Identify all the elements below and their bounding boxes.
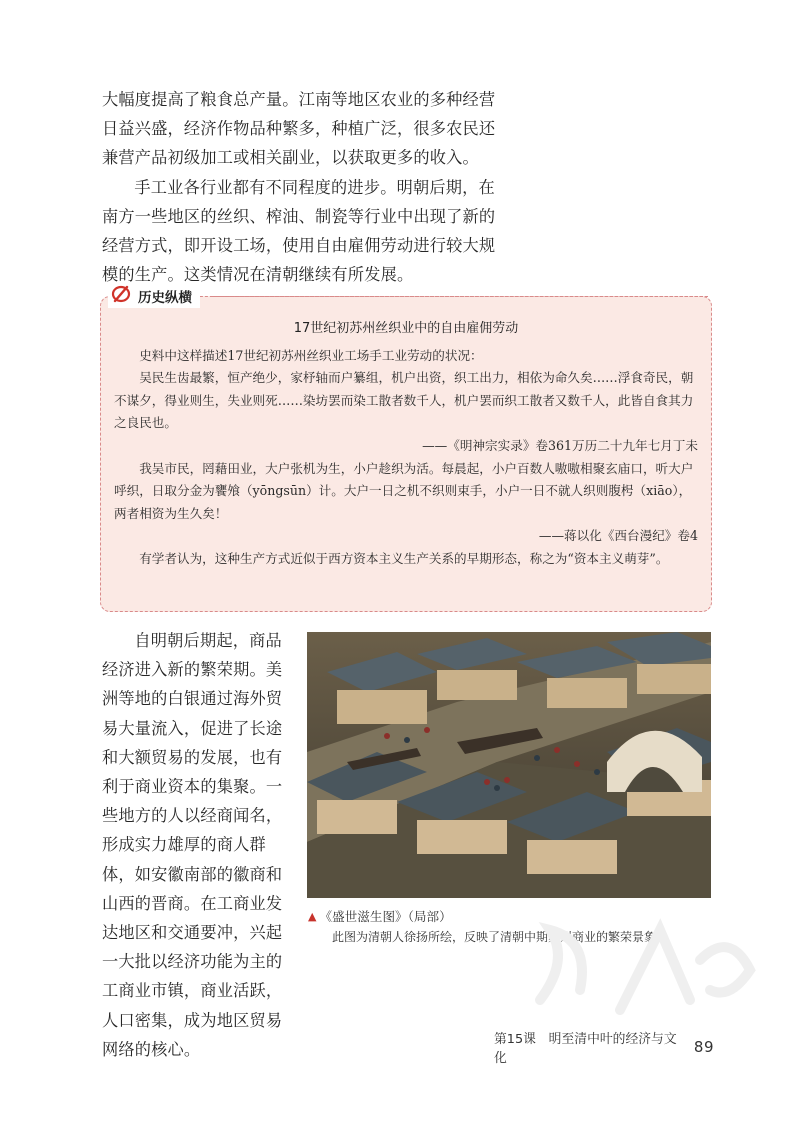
sidebar-title: 17世纪初苏州丝织业中的自由雇佣劳动 xyxy=(293,321,519,336)
page-number: 89 xyxy=(693,1038,714,1056)
red-swirl-icon xyxy=(110,283,132,309)
sidebar-intro: 史料中这样描述17世纪初苏州丝织业工场手工业劳动的状况： xyxy=(139,347,483,363)
sidebar-source-1: ——《明神宗实录》卷361万历二十九年七月丁未 xyxy=(422,437,698,453)
footer-lesson-title: 第15课 明至清中叶的经济与文化 xyxy=(494,1032,677,1066)
sidebar-tab-divider xyxy=(212,296,708,297)
intro-paragraph-1: 大幅度提高了粮食总产量。江南等地区农业的多种经营日益兴盛，经济作物品种繁多，种植广泛，很多农民还兼营产品初级加工或相关副业，以获取更多的收入。 xyxy=(102,90,496,168)
figure-description: 此图为清朝人徐扬所绘，反映了清朝中期苏州商业的繁荣景象。 xyxy=(332,930,669,944)
figure-caption xyxy=(308,906,728,948)
intro-text xyxy=(102,85,500,289)
sidebar-tab-label: 历史纵横 xyxy=(138,290,192,306)
red-triangle-icon: ▲ xyxy=(308,910,317,923)
sidebar-content xyxy=(114,318,698,571)
page-footer xyxy=(494,1032,714,1066)
painting-illustration xyxy=(307,632,711,898)
intro-paragraph-2: 手工业各行业都有不同程度的进步。明朝后期，在南方一些地区的丝织、榨油、制瓷等行业中出现了新的经营方式，即开设工场，使用自由雇佣劳动进行较大规模的生产。这类情况在清朝继续有所发展。 xyxy=(102,177,496,285)
sidebar-tab xyxy=(108,284,200,308)
sidebar-source-2: ——蒋以化《西台漫纪》卷4 xyxy=(538,528,698,544)
sidebar-conclusion: 有学者认为，这种生产方式近似于西方资本主义生产关系的早期形态，称之为“资本主义萌芽”。 xyxy=(139,550,669,566)
sidebar-quote-1: 吴民生齿最繁，恒产绝少，家杼轴而户纂组，机户出资，织工出力，相依为命久矣……浮食奇民，朝不谋夕，得业则生，失业则死……染坊罢而染工散者数千人，机户罢而织工散者又数千人，此皆自食其力之良民也。 xyxy=(114,370,694,431)
figure-title: 《盛世滋生图》（局部） xyxy=(319,909,452,924)
column-paragraph: 自明朝后期起，商品经济进入新的繁荣期。美洲等地的白银通过海外贸易大量流入，促进了长途和大额贸易的发展，也有利于商业资本的集聚。一些地方的人以经商闻名，形成实力雄厚的商人群体，如安徽南部的徽商和山西的晋商。在工商业发达地区和交通要冲，兴起一大批以经济功能为主的工商业市镇，商业活跃，人口密集，成为地区贸易网络的核心。 xyxy=(102,631,283,1059)
sidebar-quote-2: 我吴市民，罔藉田业，大户张机为生，小户趁织为活。每晨起，小户百数人嗷嗷相聚玄庙口，听大户呼织，日取分金为饔飧（yōngsūn）计。大户一日之机不织则束手，小户一日不就人织则腹枵（xiāo），两者相资为生久矣！ xyxy=(114,460,694,521)
